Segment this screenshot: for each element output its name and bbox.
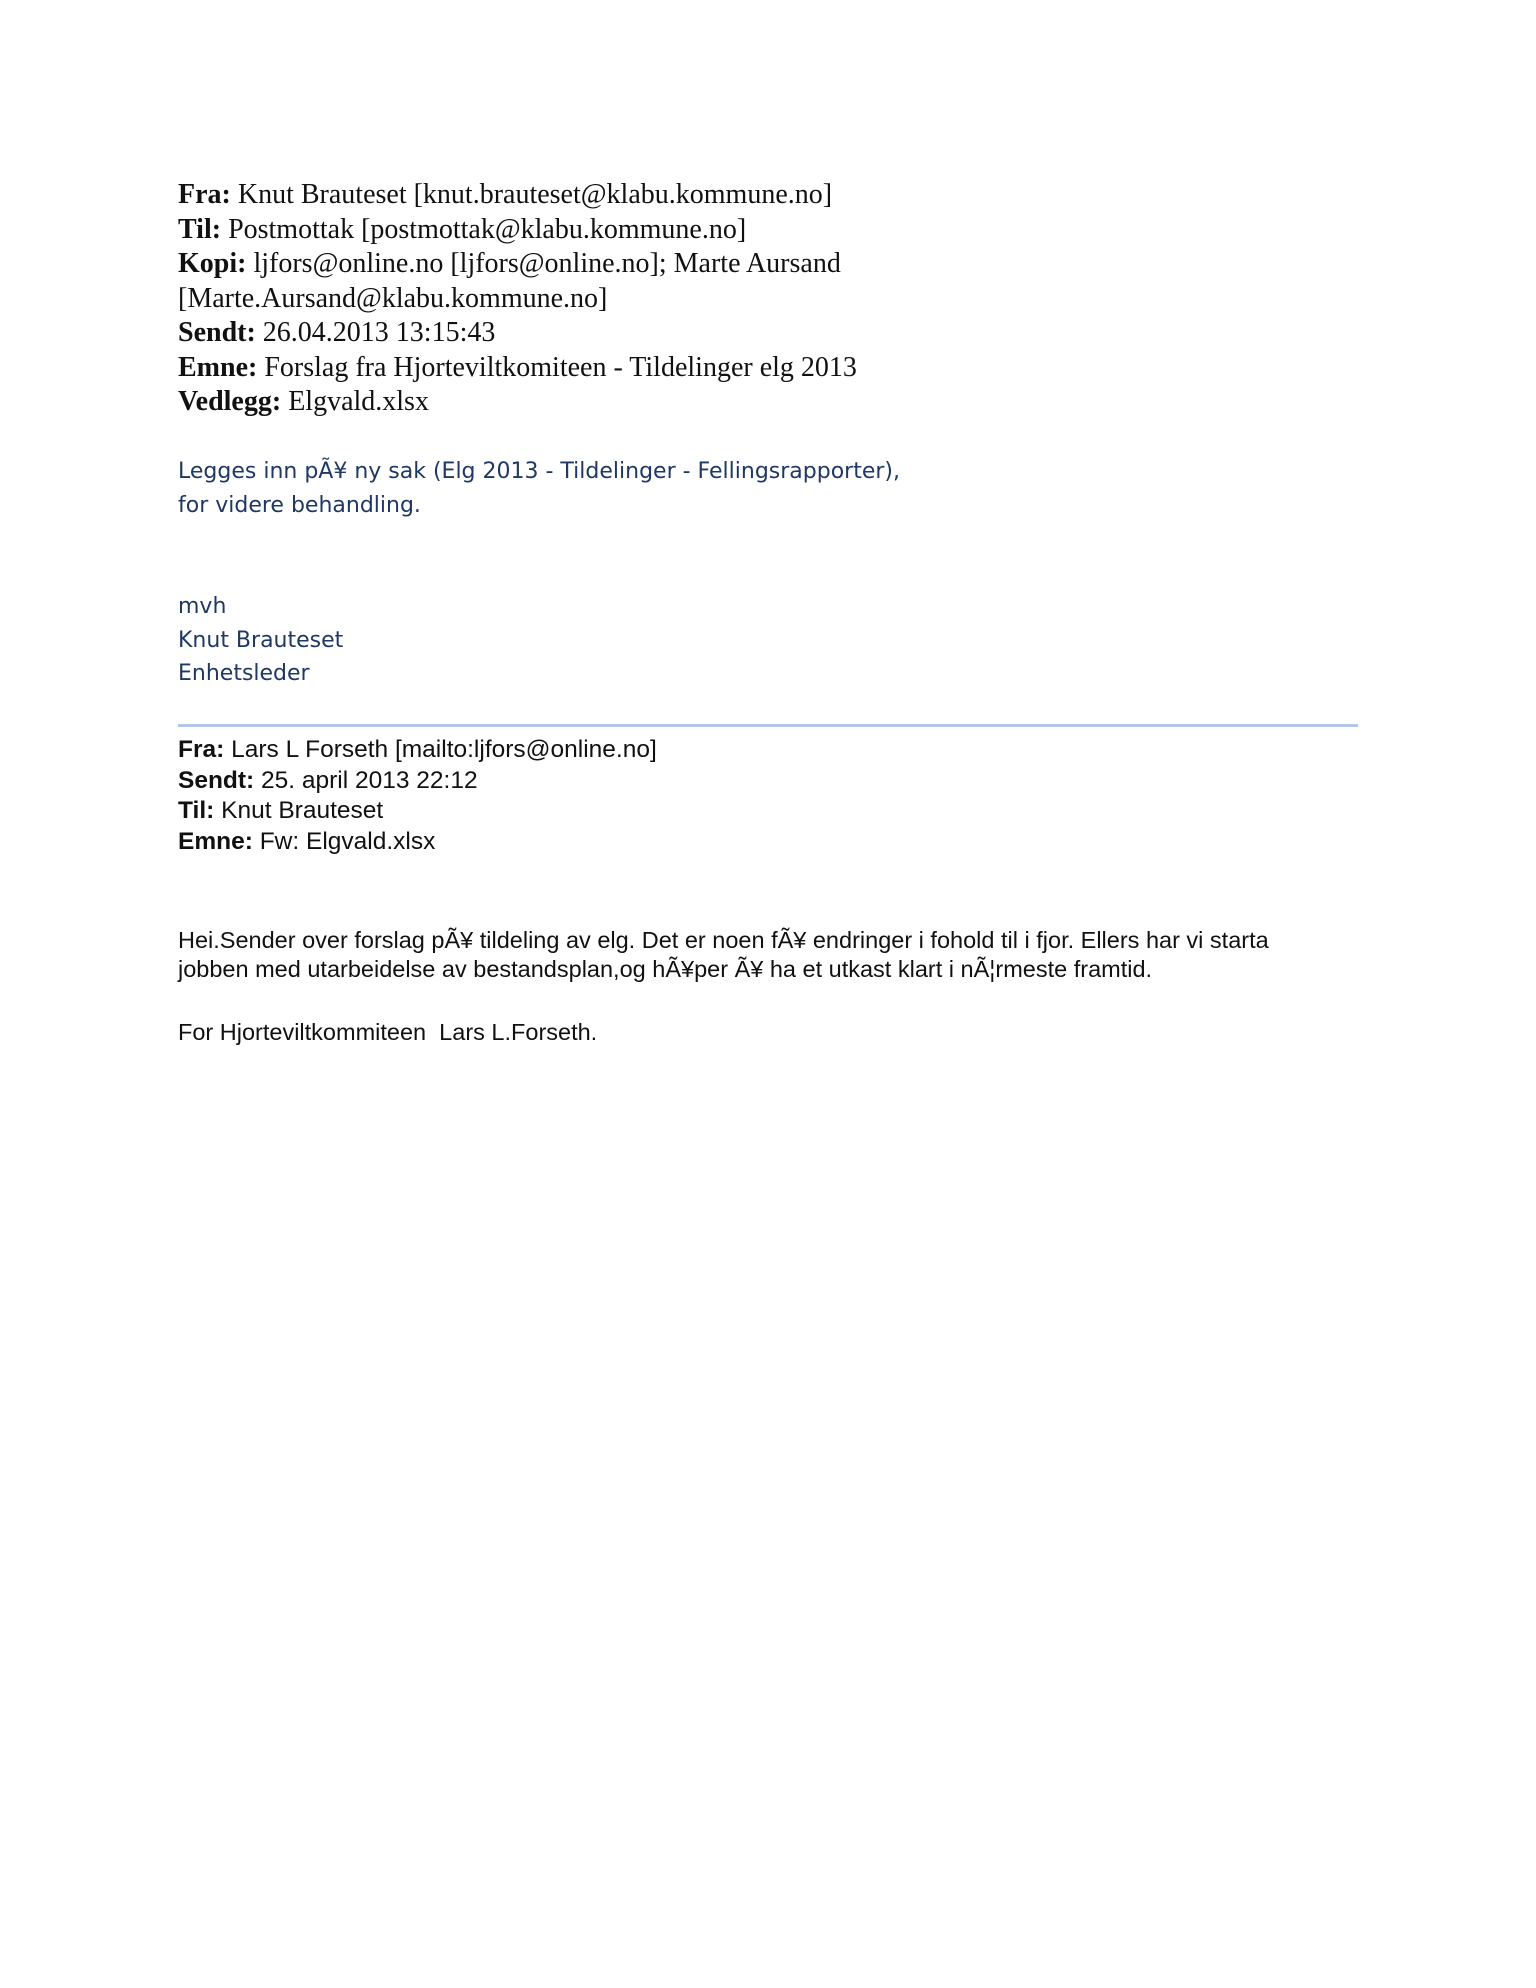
to-line — [178, 213, 1358, 248]
fwd-sent-label: Sendt: — [178, 766, 255, 794]
body-line-2: jobben med utarbeidelse av bestandsplan,og hÃ¥per Ã¥ ha et utkast klart i nÃ¦rmeste framtid. — [178, 956, 1153, 982]
note-line-2: for videre behandling. — [178, 492, 421, 518]
fwd-subject-label: Emne: — [178, 827, 253, 855]
to-value: Postmottak [postmottak@klabu.kommune.no] — [228, 213, 747, 245]
body-line-1: Hei.Sender over forslag pÃ¥ tildeling av elg. Det er noen fÃ¥ endringer i fohold til i fjor. Ellers har vi starta — [178, 927, 1269, 953]
from-line — [178, 178, 1358, 213]
note-line-1: Legges inn pÃ¥ ny sak (Elg 2013 - Tildelinger - Fellingsrapporter), — [178, 459, 900, 484]
fwd-sent-value: 25. april 2013 22:12 — [261, 766, 478, 794]
sent-label: Sendt: — [178, 317, 256, 348]
forwarded-body — [178, 926, 1358, 1047]
fwd-to-value: Knut Brauteset — [221, 797, 384, 824]
cc-value: ljfors@online.no [ljfors@online.no]; Marte Aursand — [253, 248, 841, 279]
attachment-line — [178, 385, 1358, 420]
fwd-from-label: Fra: — [178, 736, 225, 763]
signature-name: Knut Brauteset — [178, 627, 344, 653]
fwd-to-line — [178, 796, 1358, 827]
fwd-from-line — [178, 735, 1358, 766]
to-label: Til: — [178, 213, 222, 245]
attachment-value: Elgvald.xlsx — [288, 386, 429, 417]
sent-value: 26.04.2013 13:15:43 — [262, 317, 496, 348]
cc-line-continued — [178, 282, 1358, 317]
attachment-label: Vedlegg: — [178, 386, 282, 417]
forwarded-header — [178, 735, 1358, 857]
signature-greeting: mvh — [178, 594, 227, 619]
subject-label: Emne: — [178, 351, 258, 383]
message-divider — [178, 724, 1358, 727]
routing-note — [178, 455, 1358, 522]
fwd-to-label: Til: — [178, 797, 215, 824]
from-label: Fra: — [178, 179, 231, 210]
cc-value-continued: [Marte.Aursand@klabu.kommune.no] — [178, 282, 608, 314]
subject-value: Forslag fra Hjorteviltkomiteen - Tildelinger elg 2013 — [264, 351, 857, 383]
fwd-subject-line — [178, 827, 1358, 858]
fwd-sent-line — [178, 766, 1358, 797]
fwd-from-value: Lars L Forseth [mailto:ljfors@online.no] — [231, 736, 657, 763]
cc-label: Kopi: — [178, 248, 247, 279]
fwd-subject-value: Fw: Elgvald.xlsx — [259, 827, 436, 855]
subject-line — [178, 351, 1358, 386]
sent-line — [178, 316, 1358, 351]
body-closing: For Hjorteviltkommiteen Lars L.Forseth. — [178, 1019, 598, 1045]
signature — [178, 590, 778, 691]
signature-title: Enhetsleder — [178, 661, 310, 686]
from-value: Knut Brauteset [knut.brauteset@klabu.kommune.no] — [237, 179, 833, 210]
email-header — [178, 178, 1358, 420]
cc-line — [178, 247, 1358, 282]
